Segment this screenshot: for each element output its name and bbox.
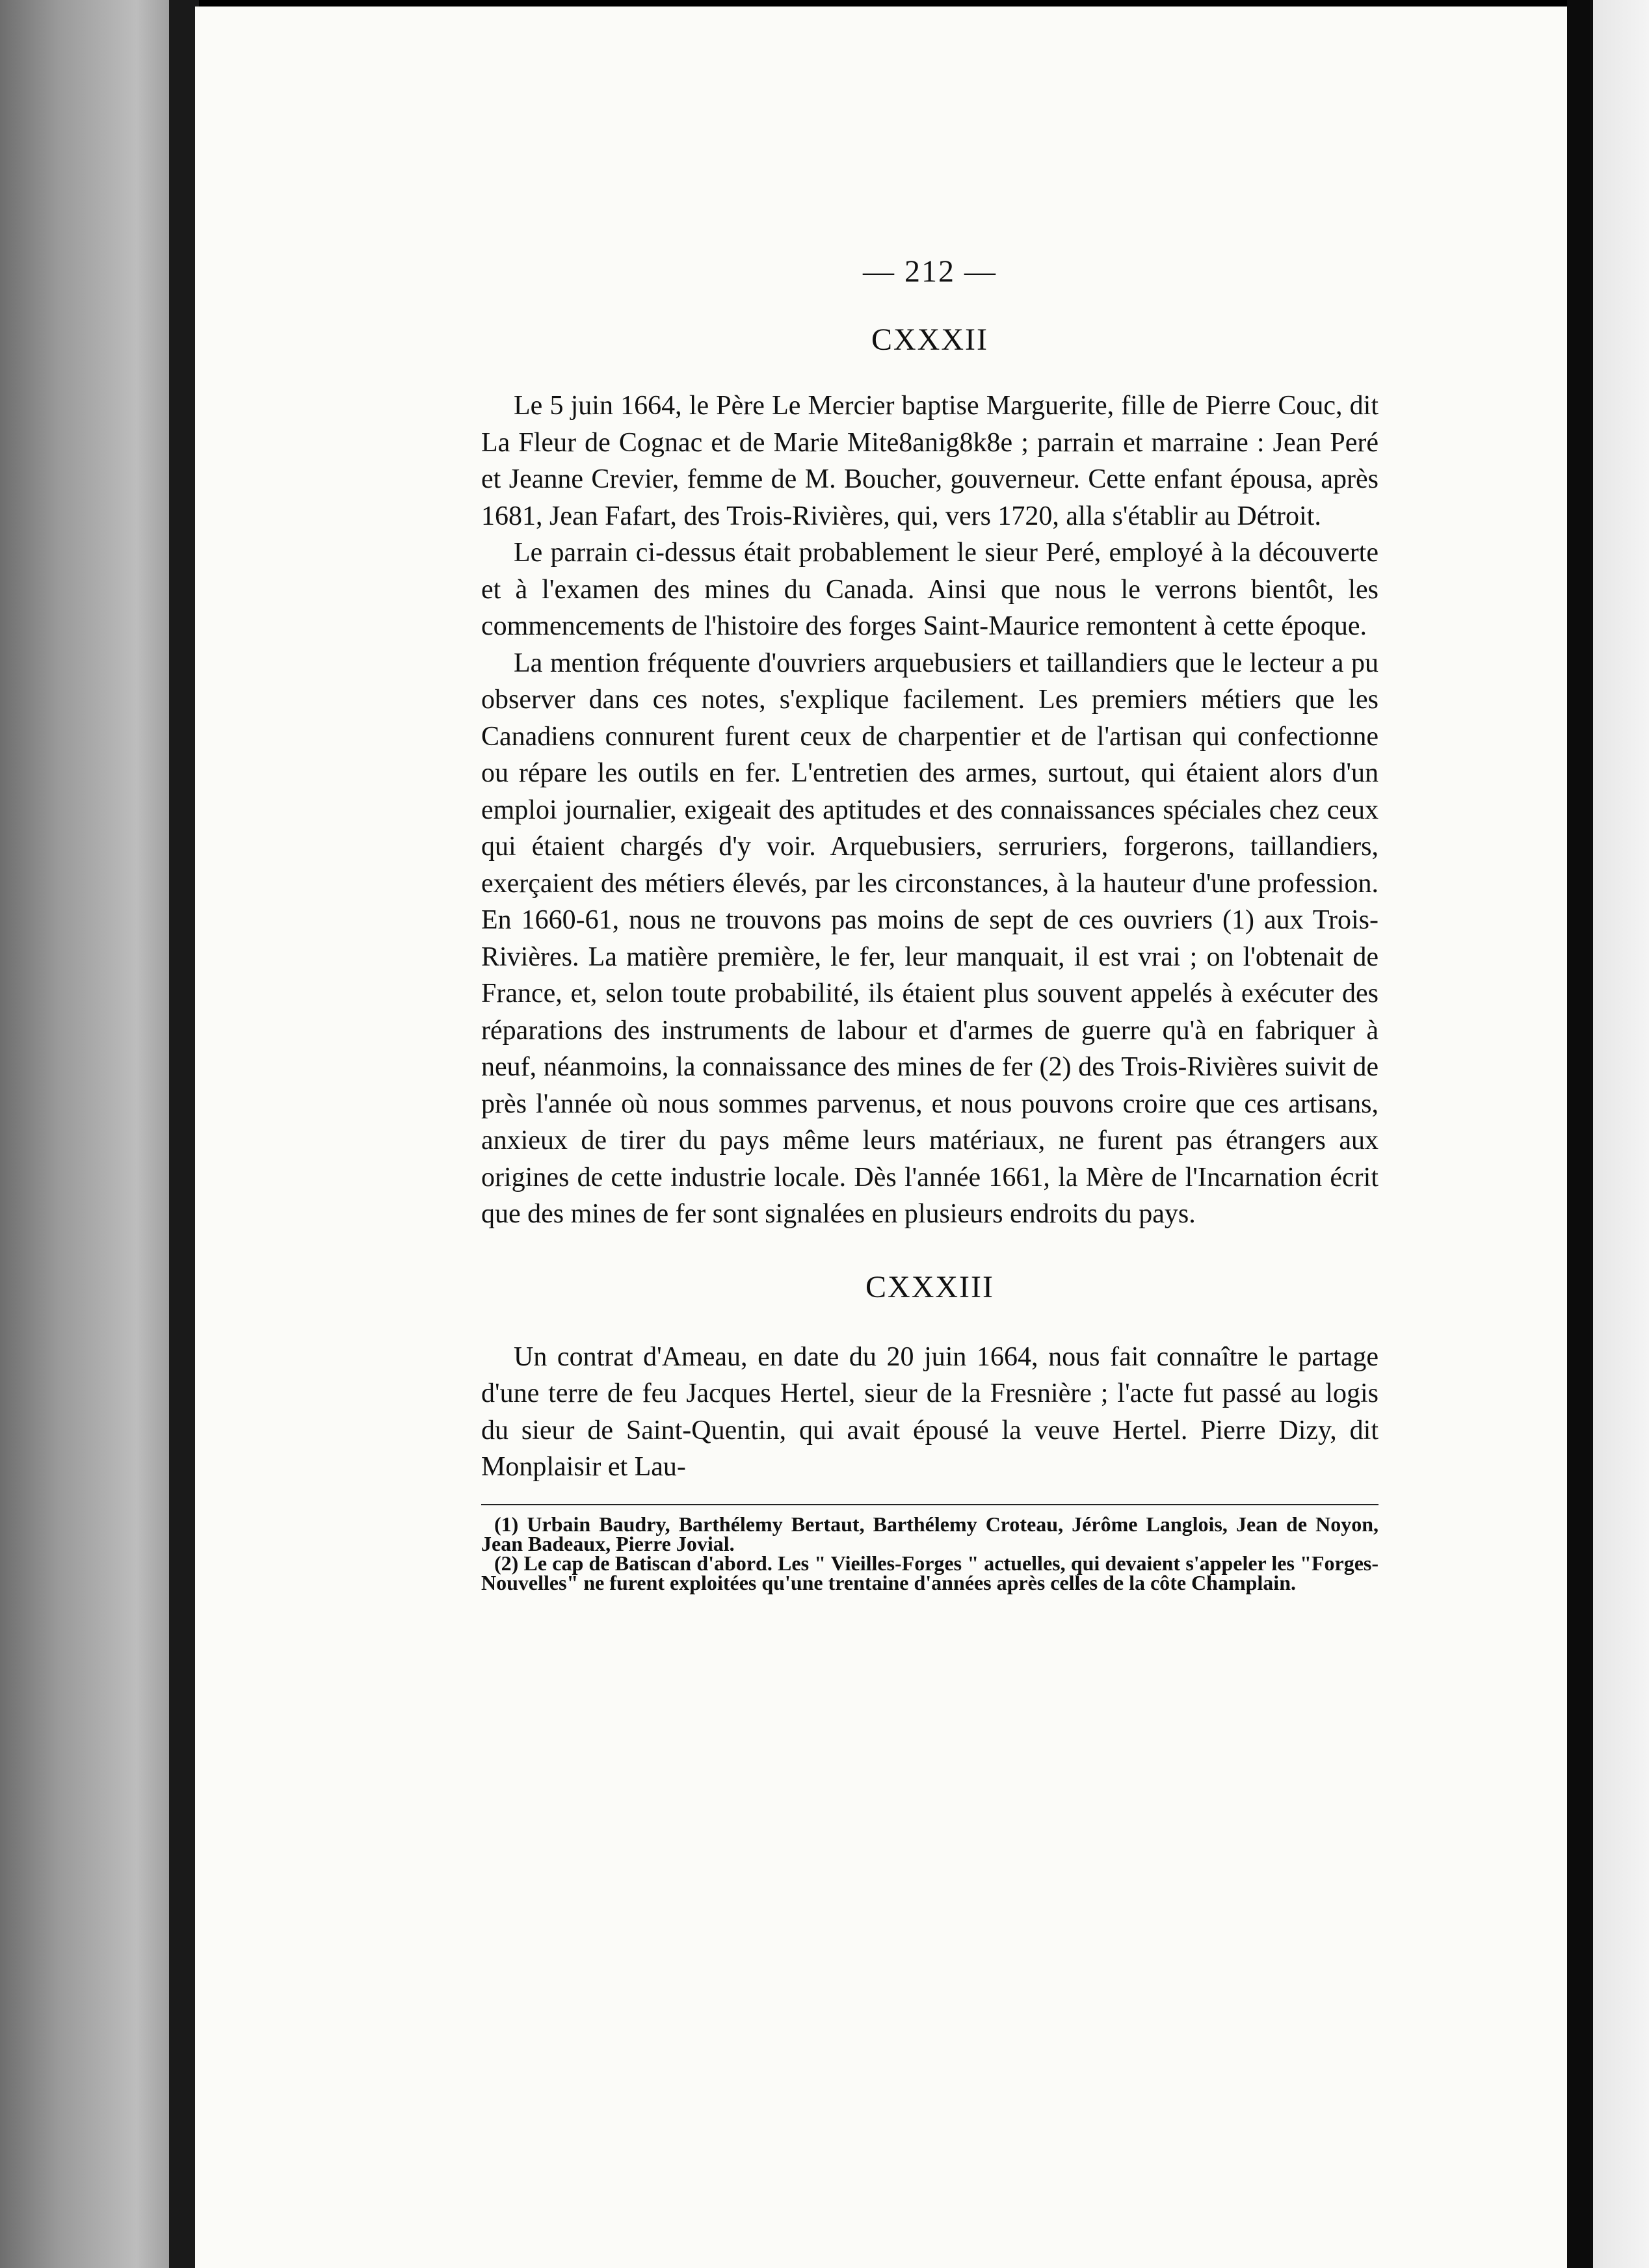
paragraph: Le 5 juin 1664, le Père Le Mercier baptise Marguerite, fille de Pierre Couc, dit La Fleur de Cognac et de Marie Mite8anig8k8e ; parrain et marraine : Jean Peré et Jeanne Crevier, femme de M. Boucher, gouverneur. Cette enfant épousa, après 1681, Jean Fafart, des Trois-Rivières, qui, vers 1720, alla s'établir au Détroit. <box>481 391 1379 531</box>
section-cxxxiii <box>481 1269 1379 1486</box>
paragraph: La mention fréquente d'ouvriers arquebusiers et taillandiers que le lecteur a pu observer dans ces notes, s'explique facilement. Les premiers métiers que les Canadiens connurent furent ceux de charpentier et de l'artisan qui confectionne ou répare les outils en fer. L'entretien des armes, surtout, qui étaient alors d'un emploi journalier, exigeait des aptitudes et des connaissances spéciales chez ceux qui étaient chargés d'y voir. Arquebusiers, serruriers, forgerons, taillandiers, exerçaient des métiers élevés, par les circonstances, à la hauteur d'une profession. En 1660-61, nous ne trouvons pas moins de sept de ces ouvriers (1) aux Trois-Rivières. La matière première, le fer, leur manquait, il est vrai ; on l'obtenait de France, et, selon toute probabilité, ils étaient plus souvent appelés à exécuter des réparations des instruments de labour et d'armes de guerre qu'à en fabriquer à neuf, néanmoins, la connaissance des mines de fer (2) des Trois-Rivières suivit de près l'année où nous sommes parvenus, et nous pouvons croire que ces artisans, anxieux de tirer du pays même leurs matériaux, ne furent pas étrangers aux origines de cette industrie locale. Dès l'année 1661, la Mère de l'Incarnation écrit que des mines de fer sont signalées en plusieurs endroits du pays. <box>481 648 1379 1229</box>
book-binding-edge <box>0 0 195 2268</box>
facing-page-edge <box>1593 0 1649 2268</box>
footnotes <box>481 1514 1379 1592</box>
footnote-divider <box>481 1504 1379 1505</box>
paragraph: Un contrat d'Ameau, en date du 20 juin 1664, nous fait connaître le partage d'une terre de feu Jacques Hertel, sieur de la Fresnière ; l'acte fut passé au logis du sieur de Saint-Quentin, qui avait épousé la veuve Hertel. Pierre Dizy, dit Monplaisir et Lau- <box>481 1341 1379 1482</box>
footnote: (1) Urbain Baudry, Barthélemy Bertaut, Barthélemy Croteau, Jérôme Langlois, Jean de Noyon, Jean Badeaux, Pierre Jovial. <box>481 1512 1379 1555</box>
section-cxxxii <box>481 322 1379 1233</box>
footnote: (2) Le cap de Batiscan d'abord. Les " Vieilles-Forges " actuelles, qui devaient s'appeler les "Forges-Nouvelles" ne furent exploitées qu'une trentaine d'années après celles de la côte Champlain. <box>481 1551 1379 1594</box>
paragraph: Le parrain ci-dessus était probablement le sieur Peré, employé à la découverte et à l'examen des mines du Canada. Ainsi que nous le verrons bientôt, les commencements de l'histoire des forges Saint-Maurice remontent à cette époque. <box>481 538 1379 641</box>
section-heading: CXXXIII <box>865 1269 994 1304</box>
page-content <box>481 254 1379 1592</box>
right-page-shadow <box>1567 0 1593 2268</box>
section-heading: CXXXII <box>871 323 988 357</box>
page-number: — 212 — <box>863 254 997 289</box>
